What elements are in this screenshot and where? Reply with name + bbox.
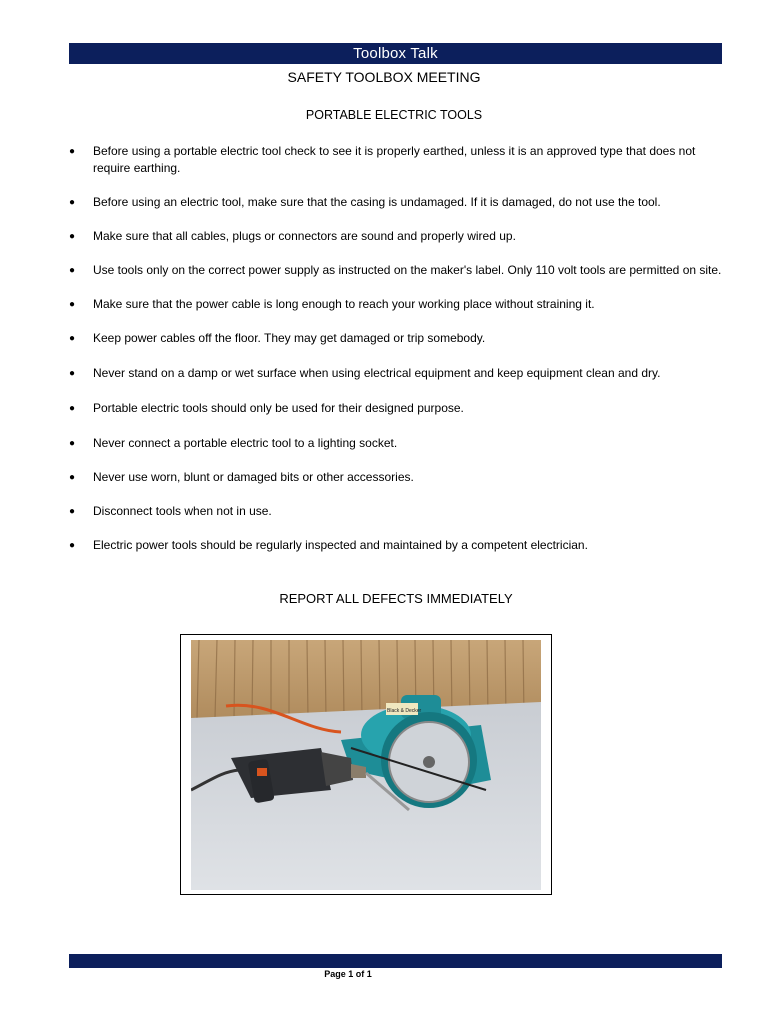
safety-point: ● Portable electric tools should only be used for their designed purpose. — [69, 401, 464, 415]
bullet-icon: ● — [69, 231, 76, 242]
safety-point: ● Never use worn, blunt or damaged bits or other accessories. — [69, 470, 414, 484]
bullet-icon: ● — [69, 368, 76, 379]
bullet-icon: ● — [69, 438, 76, 449]
bullet-icon: ● — [69, 540, 76, 551]
document-subtitle: PORTABLE ELECTRIC TOOLS — [305, 108, 483, 122]
safety-point: ● Never stand on a damp or wet surface when using electrical equipment and keep equipment clean and dry. — [69, 366, 661, 380]
brand-label: Black & Decker — [387, 708, 422, 714]
bullet-icon: ● — [69, 472, 76, 483]
toolbox-talk-header: Toolbox Talk — [69, 43, 722, 64]
footer-bar — [69, 954, 722, 968]
page-number: Page 1 of 1 — [324, 969, 372, 979]
bullet-icon: ● — [69, 197, 76, 208]
safety-point: ● Electric power tools should be regularly inspected and maintained by a competent electrician. — [69, 538, 588, 552]
safety-point: ● Before using a portable electric tool check to see it is properly earthed, unless it is an approved type that does not require earthing. — [69, 144, 696, 175]
report-defects-note: REPORT ALL DEFECTS IMMEDIATELY — [279, 591, 513, 606]
bullet-icon: ● — [69, 146, 76, 157]
safety-point: ● Use tools only on the correct power supply as instructed on the maker's label. Only 110 volt tools are permitted on site. — [69, 263, 722, 277]
bullet-icon: ● — [69, 403, 76, 414]
power-tools-illustration — [191, 640, 541, 890]
safety-points-list — [69, 143, 724, 554]
power-tools-photo — [180, 634, 552, 895]
safety-point: ● Keep power cables off the floor. They may get damaged or trip somebody. — [69, 331, 486, 345]
safety-point: ● Before using an electric tool, make sure that the casing is undamaged. If it is damaged, do not use the tool. — [69, 195, 661, 209]
bullet-icon: ● — [69, 299, 76, 310]
bullet-icon: ● — [69, 506, 76, 517]
bullet-icon: ● — [69, 333, 76, 344]
safety-point: ● Never connect a portable electric tool to a lighting socket. — [69, 436, 398, 450]
safety-point: ● Make sure that the power cable is long enough to reach your working place without straining it. — [69, 297, 595, 311]
bullet-icon: ● — [69, 265, 76, 276]
safety-point: ● Disconnect tools when not in use. — [69, 504, 272, 518]
safety-point: ● Make sure that all cables, plugs or connectors are sound and properly wired up. — [69, 229, 516, 243]
document-title: SAFETY TOOLBOX MEETING — [287, 69, 481, 85]
